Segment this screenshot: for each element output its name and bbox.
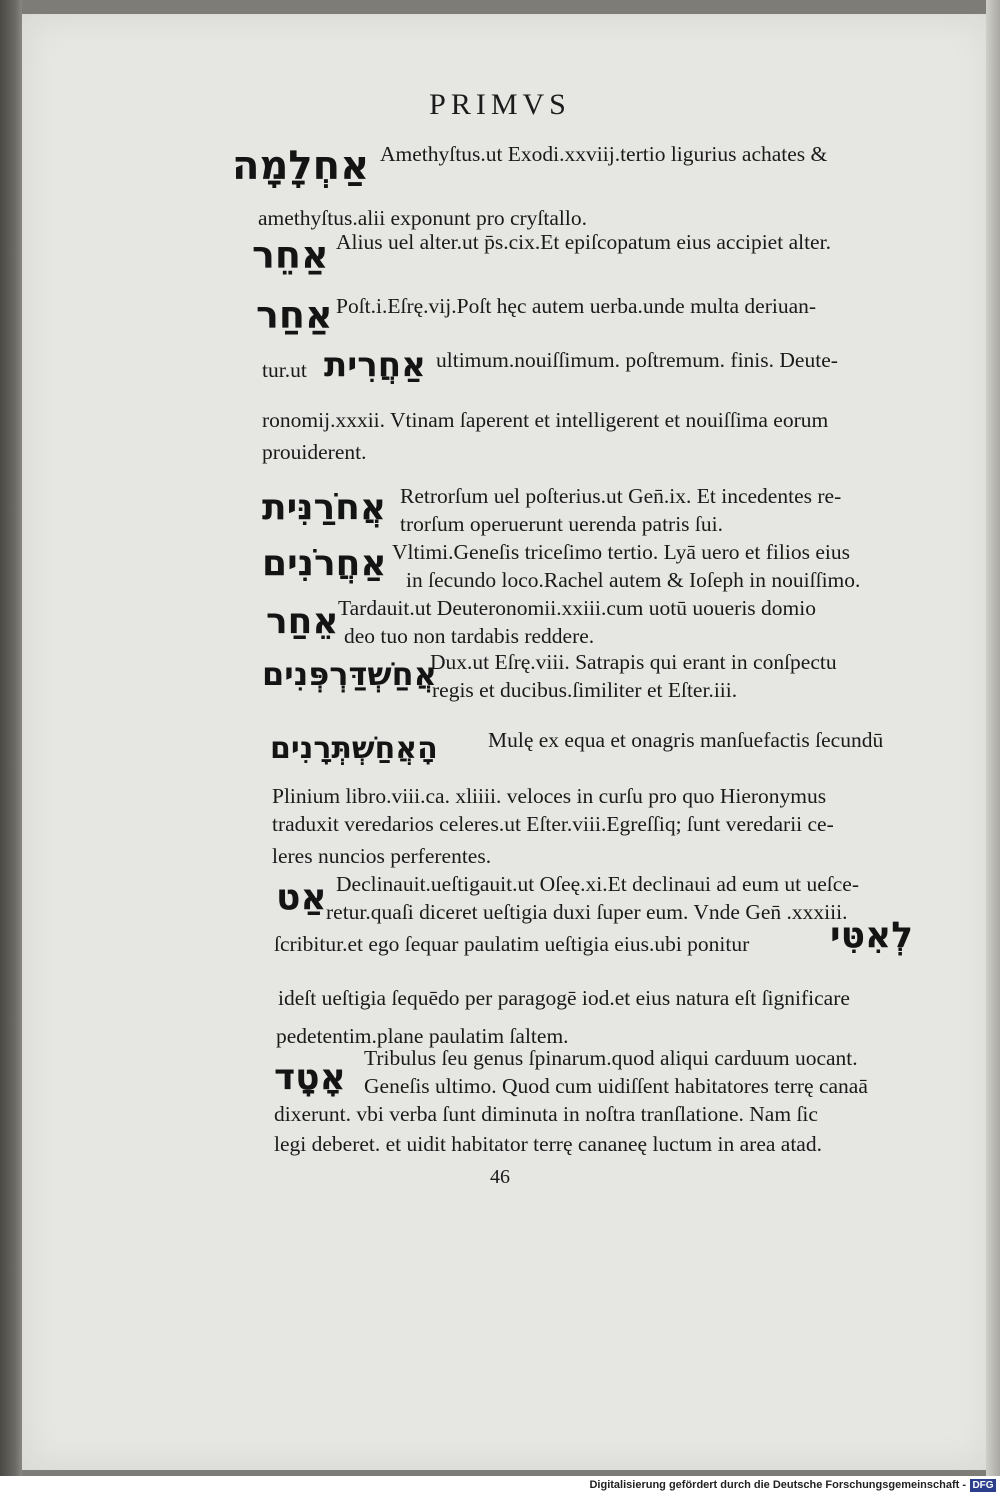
- text-line: legi deberet. et uidit habitator terrę cananeę luctum in area atad.: [274, 1132, 822, 1156]
- text-line: Plinium libro.viii.ca. xliiii. veloces in curſu pro quo Hieronymus: [272, 784, 827, 808]
- hebrew-headword-4: אַחֲרִית: [324, 345, 426, 385]
- text-line: ultimum.nouiſſimum. poſtremum. finis. Deute-: [436, 348, 838, 372]
- hebrew-headword-12: אָטָד: [274, 1057, 346, 1098]
- text-line: dixerunt. vbi verba ſunt diminuta in noſtra tranſlatione. Nam ſic: [274, 1102, 818, 1126]
- footer-credit: Digitalisierung gefördert durch die Deutsche Forschungsgemeinschaft -: [589, 1479, 966, 1491]
- text-line: in ſecundo loco.Rachel autem & Ioſeph in nouiſſimo.: [406, 568, 861, 592]
- running-head: PRIMVS: [429, 88, 571, 121]
- hebrew-headword-5: אֲחֹרַנִּית: [262, 487, 387, 528]
- hebrew-headword-7: אֵחַר: [266, 601, 339, 642]
- text-line: ideſt ueſtigia ſequēdo per paragogē iod.et eius natura eſt ſignificare: [278, 986, 850, 1010]
- text-line: Tardauit.ut Deuteronomii.xxiii.cum uotū uoueris domio: [338, 596, 816, 620]
- dfg-logo: DFG: [970, 1479, 996, 1492]
- book-binding-edge: [0, 0, 22, 1476]
- text-line: pedetentim.plane paulatim ſaltem.: [276, 1024, 569, 1048]
- text-line: Mulę ex equa et onagris manſuefactis ſecundū: [488, 728, 884, 752]
- text-line: regis et ducibus.ſimiliter et Eſter.iii.: [432, 678, 738, 702]
- text-line: Alius uel alter.ut p̄s.cix.Et epiſcopatum eius accipiet alter.: [336, 230, 831, 254]
- text-line: Retrorſum uel poſterius.ut Gen̄.ix. Et incedentes re-: [400, 484, 842, 508]
- hebrew-headword-1: אַחְלָמָה: [232, 143, 370, 189]
- page-right-edge: [986, 0, 1000, 1476]
- text-line: amethyſtus.alii exponunt pro cryſtallo.: [258, 206, 587, 230]
- hebrew-headword-2: אַחֵר: [252, 233, 329, 277]
- text-line: tur.ut: [262, 358, 307, 382]
- text-line: Vltimi.Geneſis triceſimo tertio. Lyā uero et filios eius: [392, 540, 850, 564]
- text-line: deo tuo non tardabis reddere.: [344, 624, 595, 648]
- text-line: Dux.ut Eſrę.viii. Satrapis qui erant in conſpectu: [430, 650, 837, 674]
- text-line: retur.quaſi diceret ueſtigia duxi ſuper eum. Vnde Gen̄ .xxxiii.: [326, 900, 848, 924]
- hebrew-headword-3: אַחַר: [256, 293, 333, 337]
- text-line: Geneſis ultimo. Quod cum uidiſſent habitatores terrę canaā: [364, 1074, 868, 1098]
- text-line: ronomij.xxxii. Vtinam ſaperent et intelligerent et nouiſſima eorum: [262, 408, 829, 432]
- hebrew-headword-6: אַחֲרֹנִים: [262, 543, 387, 584]
- footer-bar: [0, 1476, 1000, 1496]
- hebrew-headword-8: אֲחַשְׁדַּרְפְּנִים: [262, 655, 437, 693]
- text-line: Poſt.i.Eſrę.vij.Poſt hęc autem uerba.unde multa deriuan-: [336, 294, 817, 318]
- text-line: leres nuncios perferentes.: [272, 844, 492, 868]
- text-line: prouiderent.: [262, 440, 367, 464]
- hebrew-headword-10: אַט: [276, 877, 327, 918]
- hebrew-headword-9: הָאֲחַשְׁתְּרָנִים: [270, 731, 438, 766]
- text-line: trorſum operuerunt uerenda patris ſui.: [400, 512, 723, 536]
- text-line: ſcribitur.et ego ſequar paulatim ueſtigia eius.ubi ponitur: [274, 932, 750, 956]
- text-line: Declinauit.ueſtigauit.ut Oſeę.xi.Et declinaui ad eum ut ueſce-: [336, 872, 859, 896]
- text-line: Amethyſtus.ut Exodi.xxviij.tertio ligurius achates &: [380, 142, 828, 166]
- hebrew-headword-11: לְאִטִּי: [830, 915, 914, 956]
- page-number: 46: [490, 1166, 510, 1188]
- text-line: Tribulus ſeu genus ſpinarum.quod aliqui carduum uocant.: [364, 1046, 858, 1070]
- text-line: traduxit veredarios celeres.ut Eſter.viii.Egreſſiq; ſunt veredarii ce-: [272, 812, 834, 836]
